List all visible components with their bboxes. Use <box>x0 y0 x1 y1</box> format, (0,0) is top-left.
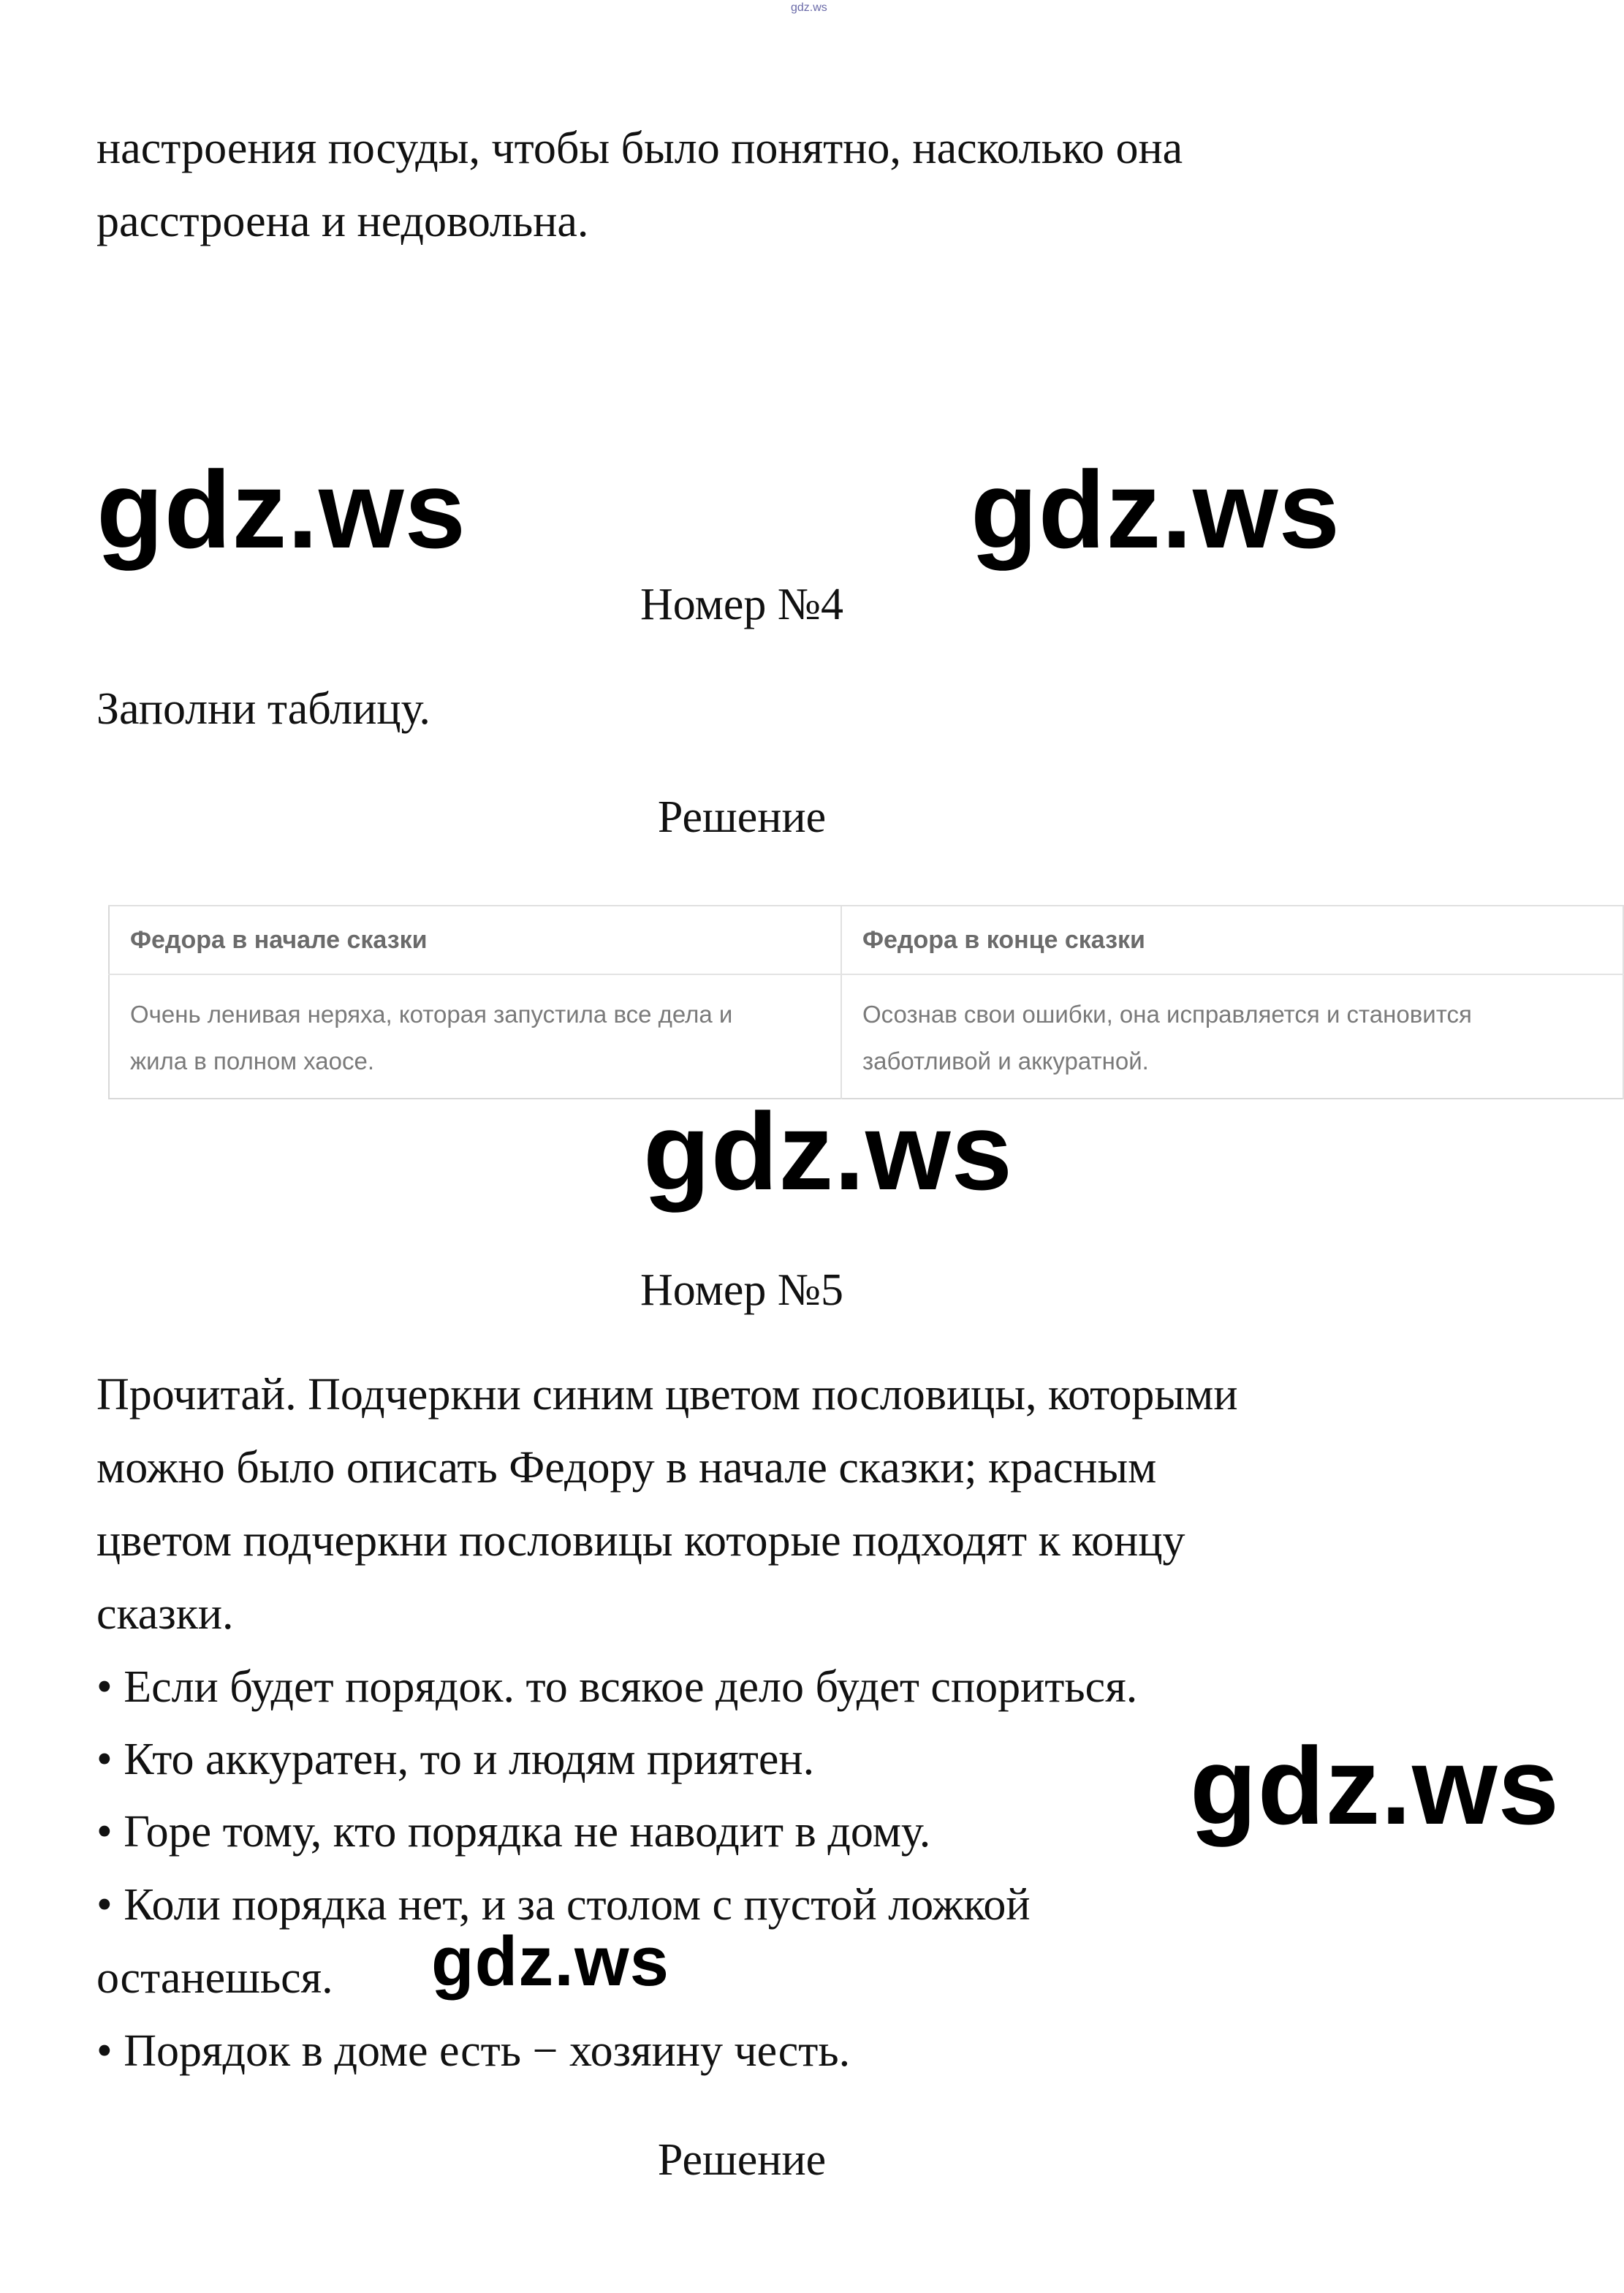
proverb-item: останешься. <box>96 1953 333 2003</box>
watermark-logo: gdz.ws <box>1190 1724 1560 1847</box>
cell-line: заботливой и аккуратной. <box>862 1047 1149 1075</box>
cell-line: жила в полном хаосе. <box>130 1047 375 1075</box>
intro-line-1: настроения посуды, чтобы было понятно, насколько она <box>96 124 1183 173</box>
watermark-logo: gdz.ws <box>96 448 467 571</box>
proverb-item: • Если будет порядок. то всякое дело будет спориться. <box>96 1662 1138 1712</box>
proverb-item: • Горе тому, кто порядка не наводит в дому. <box>96 1807 931 1857</box>
task5-instruction-line-1: Прочитай. Подчеркни синим цветом пословицы, которыми <box>96 1370 1238 1420</box>
answer-table <box>108 905 1624 1099</box>
watermark-logo: gdz.ws <box>971 448 1341 571</box>
table-row <box>109 974 1623 1099</box>
task4-instruction: Заполни таблицу. <box>96 684 430 734</box>
table-cell-end <box>841 974 1623 1099</box>
task4-heading: Номер №4 <box>640 580 843 629</box>
task4-solution-label: Решение <box>657 792 827 842</box>
task5-solution-label: Решение <box>657 2135 827 2185</box>
top-watermark: gdz.ws <box>791 1 827 14</box>
task5-heading: Номер №5 <box>640 1265 843 1315</box>
proverb-item: • Порядок в доме есть − хозяину честь. <box>96 2026 851 2076</box>
table-cell-start <box>109 974 841 1099</box>
cell-line: Осознав свои ошибки, она исправляется и становится <box>862 1001 1472 1028</box>
watermark-logo: gdz.ws <box>643 1090 1014 1213</box>
proverb-item: • Коли порядка нет, и за столом с пустой ложкой <box>96 1880 1031 1930</box>
cell-line: Очень ленивая неряха, которая запустила все дела и <box>130 1001 733 1028</box>
watermark-logo: gdz.ws <box>431 1922 670 2001</box>
table-header-row <box>109 906 1623 974</box>
task5-instruction-line-2: можно было описать Федору в начале сказки; красным <box>96 1443 1157 1493</box>
table-header-end: Федора в конце сказки <box>841 906 1623 974</box>
table-header-start: Федора в начале сказки <box>109 906 841 974</box>
intro-line-2: расстроена и недовольна. <box>96 197 589 246</box>
task5-instruction-line-4: сказки. <box>96 1589 234 1639</box>
proverb-item: • Кто аккуратен, то и людям приятен. <box>96 1735 815 1784</box>
task5-instruction-line-3: цветом подчеркни пословицы которые подходят к концу <box>96 1516 1185 1566</box>
